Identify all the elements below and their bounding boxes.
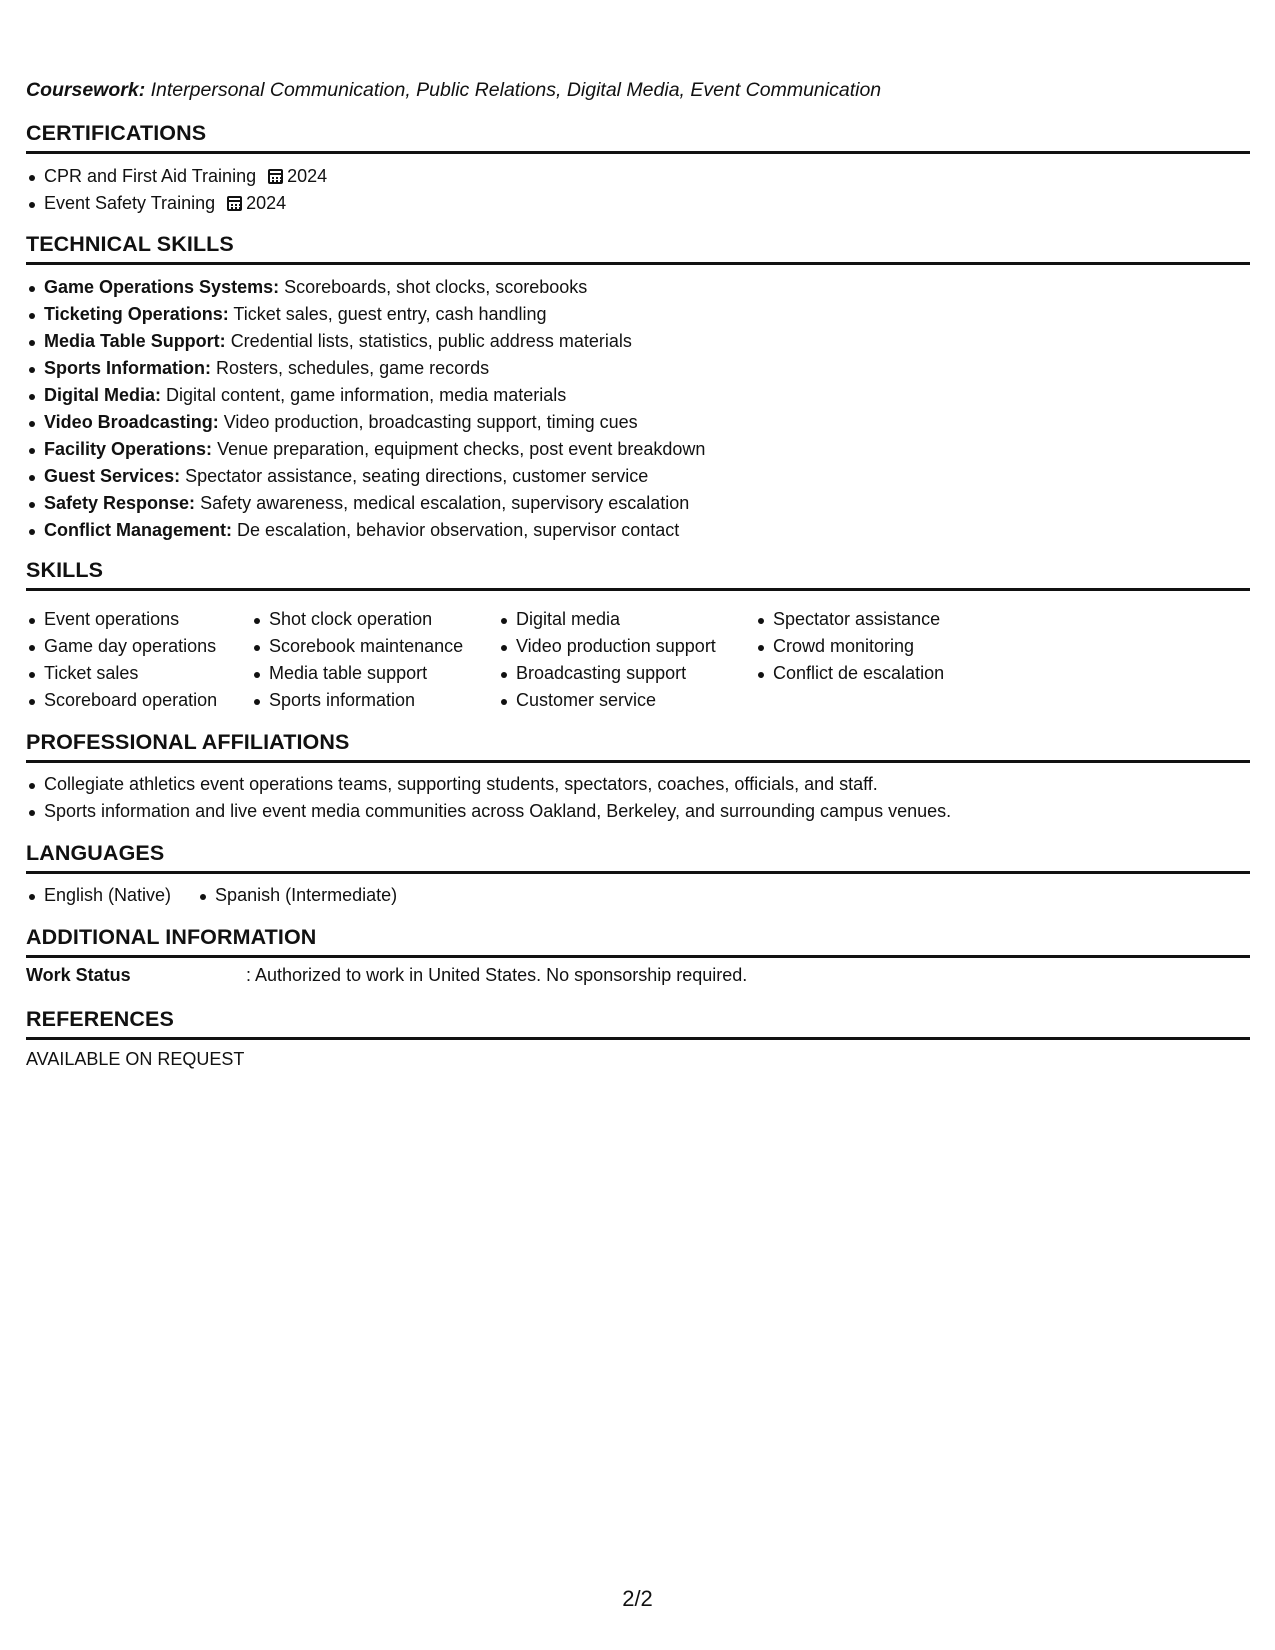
list-item: Media table support bbox=[251, 660, 498, 687]
skill-category: Facility Operations: bbox=[44, 439, 213, 459]
list-item bbox=[26, 301, 705, 328]
list-item: Spanish (Intermediate) bbox=[197, 882, 397, 909]
technical-skills-heading: TECHNICAL SKILLS bbox=[26, 232, 234, 256]
calendar-icon bbox=[268, 169, 283, 184]
coursework-text: Interpersonal Communication, Public Relations, Digital Media, Event Communication bbox=[150, 79, 882, 101]
skill-category: Sports Information: bbox=[44, 358, 211, 378]
list-item: Digital media bbox=[498, 606, 755, 633]
skills-grid bbox=[26, 606, 995, 714]
list-item: Video production support bbox=[498, 633, 755, 660]
list-item bbox=[26, 409, 705, 436]
list-item bbox=[26, 355, 705, 382]
skill-detail: Spectator assistance, seating directions, customer service bbox=[185, 466, 649, 486]
skill-detail: Ticket sales, guest entry, cash handling bbox=[233, 304, 547, 324]
skill-category: Guest Services: bbox=[44, 466, 181, 486]
section-divider bbox=[26, 871, 1250, 874]
skill-detail: Video production, broadcasting support, timing cues bbox=[223, 412, 638, 432]
list-item bbox=[26, 436, 705, 463]
skill-detail: Digital content, game information, media materials bbox=[166, 385, 567, 405]
certification-name: Event Safety Training bbox=[44, 193, 216, 213]
coursework-label: Coursework: bbox=[26, 79, 146, 101]
section-divider bbox=[26, 1037, 1250, 1040]
skill-category: Video Broadcasting: bbox=[44, 412, 219, 432]
page-number: 2/2 bbox=[622, 1586, 653, 1611]
skill-detail: Scoreboards, shot clocks, scorebooks bbox=[284, 277, 588, 297]
list-item: Shot clock operation bbox=[251, 606, 498, 633]
info-value: : Authorized to work in United States. No sponsorship required. bbox=[246, 965, 748, 985]
work-status-row bbox=[26, 965, 747, 986]
certifications-heading: CERTIFICATIONS bbox=[26, 121, 207, 145]
additional-info-heading: ADDITIONAL INFORMATION bbox=[26, 925, 317, 949]
skill-category: Media Table Support: bbox=[44, 331, 226, 351]
technical-skills-list bbox=[26, 274, 705, 544]
skill-category: Conflict Management: bbox=[44, 520, 233, 540]
section-divider bbox=[26, 262, 1250, 265]
list-item bbox=[26, 328, 705, 355]
languages-heading: LANGUAGES bbox=[26, 841, 165, 865]
skill-detail: Credential lists, statistics, public address materials bbox=[230, 331, 632, 351]
list-item bbox=[26, 190, 327, 217]
section-divider bbox=[26, 151, 1250, 154]
skills-column bbox=[251, 606, 498, 714]
certification-year: 2024 bbox=[246, 193, 287, 213]
calendar-icon bbox=[227, 196, 242, 211]
skills-column bbox=[498, 606, 755, 714]
list-item: Event operations bbox=[26, 606, 251, 633]
skills-column bbox=[755, 606, 995, 714]
list-item bbox=[26, 463, 705, 490]
skill-category: Game Operations Systems: bbox=[44, 277, 280, 297]
list-item: Sports information bbox=[251, 687, 498, 714]
list-item bbox=[26, 490, 705, 517]
list-item: Conflict de escalation bbox=[755, 660, 995, 687]
section-divider bbox=[26, 955, 1250, 958]
list-item bbox=[26, 517, 705, 544]
list-item: Spectator assistance bbox=[755, 606, 995, 633]
skill-detail: Safety awareness, medical escalation, supervisory escalation bbox=[200, 493, 690, 513]
skill-category: Digital Media: bbox=[44, 385, 162, 405]
section-divider bbox=[26, 588, 1250, 591]
info-key: Work Status bbox=[26, 965, 131, 985]
skill-detail: De escalation, behavior observation, supervisor contact bbox=[237, 520, 680, 540]
references-heading: REFERENCES bbox=[26, 1007, 174, 1031]
list-item: Scorebook maintenance bbox=[251, 633, 498, 660]
list-item: Broadcasting support bbox=[498, 660, 755, 687]
affiliations-list bbox=[26, 771, 951, 825]
list-item: Customer service bbox=[498, 687, 755, 714]
list-item: Crowd monitoring bbox=[755, 633, 995, 660]
skills-heading: SKILLS bbox=[26, 558, 104, 582]
certification-year: 2024 bbox=[287, 166, 328, 186]
languages-list bbox=[26, 882, 423, 909]
references-text: AVAILABLE ON REQUEST bbox=[26, 1049, 245, 1069]
skill-detail: Rosters, schedules, game records bbox=[216, 358, 490, 378]
list-item: Collegiate athletics event operations teams, supporting students, spectators, coaches, officials, and staff. bbox=[26, 771, 951, 798]
affiliations-heading: PROFESSIONAL AFFILIATIONS bbox=[26, 730, 350, 754]
coursework-line bbox=[26, 79, 881, 102]
section-divider bbox=[26, 760, 1250, 763]
list-item: Ticket sales bbox=[26, 660, 251, 687]
skill-category: Ticketing Operations: bbox=[44, 304, 229, 324]
certification-name: CPR and First Aid Training bbox=[44, 166, 257, 186]
certifications-list bbox=[26, 163, 327, 217]
skill-category: Safety Response: bbox=[44, 493, 196, 513]
list-item: Game day operations bbox=[26, 633, 251, 660]
skill-detail: Venue preparation, equipment checks, post event breakdown bbox=[217, 439, 706, 459]
list-item: English (Native) bbox=[26, 882, 171, 909]
list-item bbox=[26, 274, 705, 301]
list-item bbox=[26, 163, 327, 190]
list-item: Scoreboard operation bbox=[26, 687, 251, 714]
skills-column bbox=[26, 606, 251, 714]
list-item: Sports information and live event media communities across Oakland, Berkeley, and surrounding campus venues. bbox=[26, 798, 951, 825]
list-item bbox=[26, 382, 705, 409]
